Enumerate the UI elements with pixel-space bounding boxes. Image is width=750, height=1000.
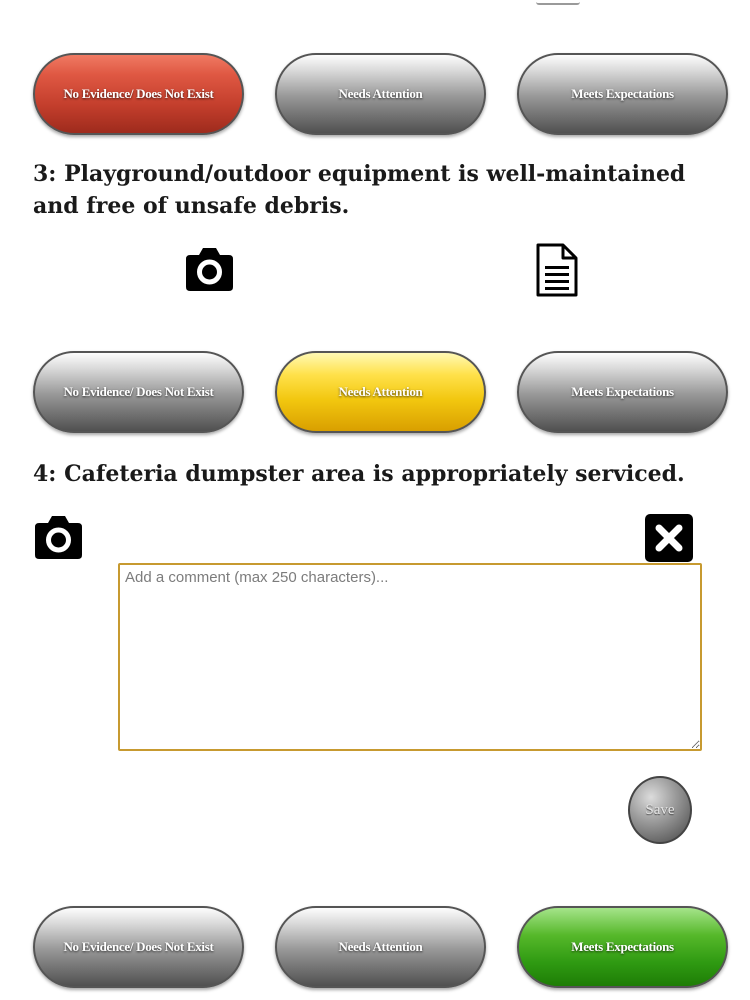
camera-icon[interactable] — [32, 509, 85, 566]
camera-icon[interactable] — [183, 241, 236, 298]
no-evidence-button[interactable]: No Evidence/ Does Not Exist — [33, 351, 244, 433]
needs-attention-button[interactable]: Needs Attention — [275, 906, 486, 988]
no-evidence-button[interactable]: No Evidence/ Does Not Exist — [33, 906, 244, 988]
rating-row-question-4 — [0, 906, 750, 990]
no-evidence-button[interactable]: No Evidence/ Does Not Exist — [33, 53, 244, 135]
meets-expectations-button[interactable]: Meets Expectations — [517, 906, 728, 988]
close-comment-button[interactable] — [645, 514, 693, 562]
needs-attention-button[interactable]: Needs Attention — [275, 351, 486, 433]
needs-attention-button[interactable]: Needs Attention — [275, 53, 486, 135]
question-3-text: 3: Playground/outdoor equipment is well-maintained and free of unsafe debris. — [33, 161, 686, 219]
rating-row-question-3 — [0, 351, 750, 435]
close-icon — [645, 514, 693, 562]
save-comment-button[interactable]: Save — [628, 776, 692, 844]
cut-off-top-element — [536, 0, 580, 5]
question-4-text: 4: Cafeteria dumpster area is appropriately serviced. — [33, 461, 685, 487]
meets-expectations-button[interactable]: Meets Expectations — [517, 351, 728, 433]
comment-textarea[interactable] — [118, 563, 702, 751]
document-icon[interactable] — [535, 242, 579, 302]
meets-expectations-button[interactable]: Meets Expectations — [517, 53, 728, 135]
rating-row-previous — [0, 53, 750, 137]
